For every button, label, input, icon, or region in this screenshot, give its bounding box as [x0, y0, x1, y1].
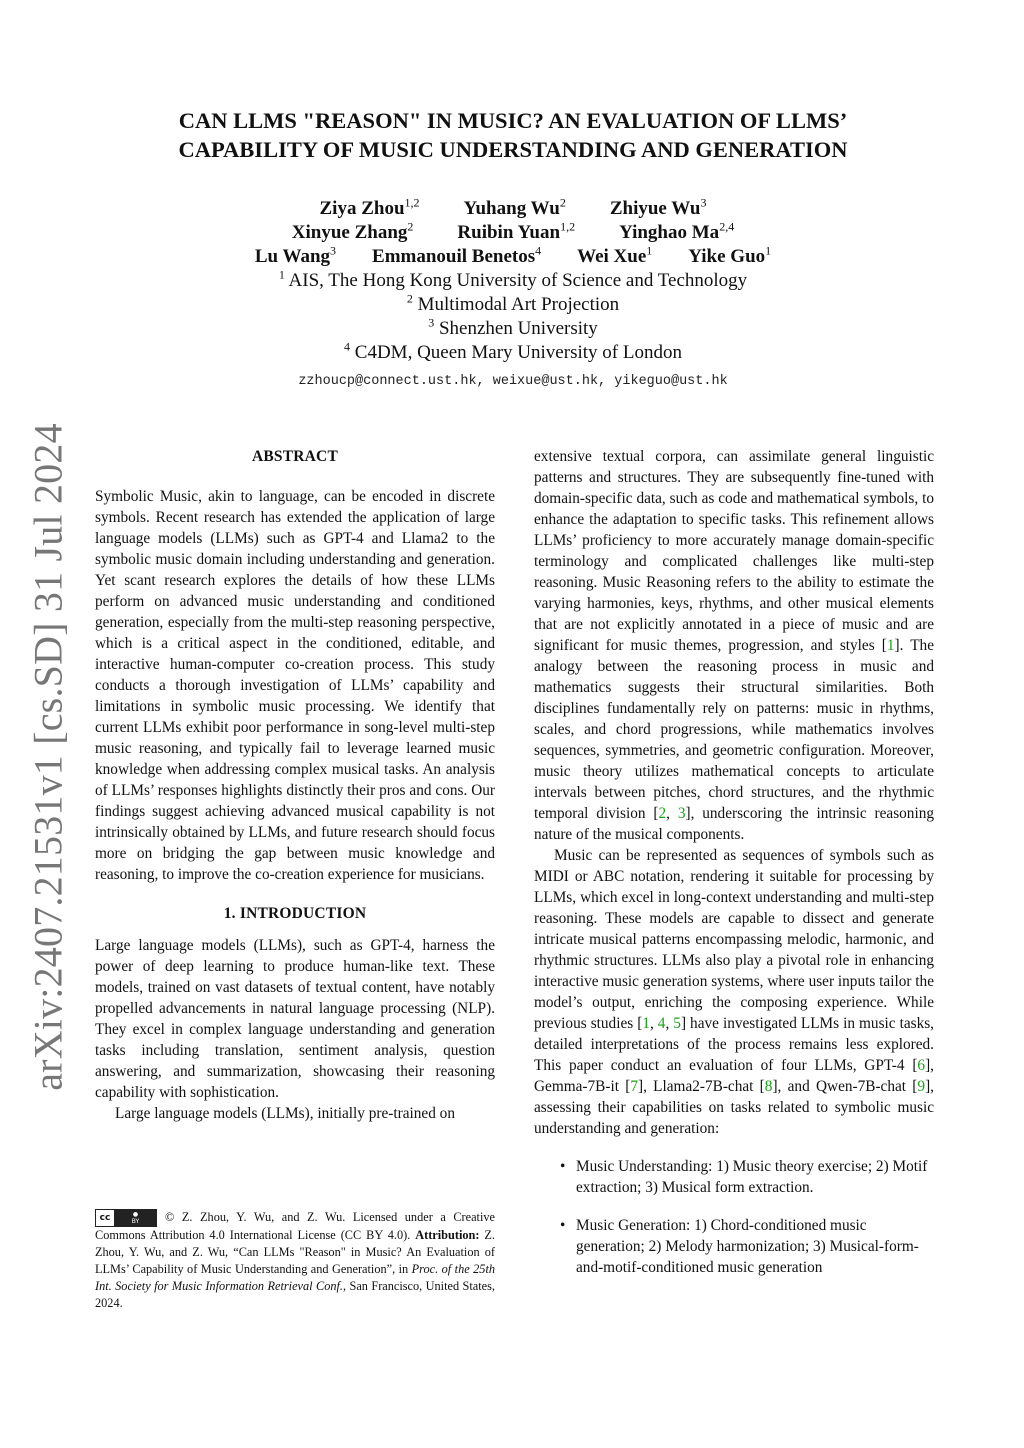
task-list: [534, 1156, 934, 1278]
citation-link[interactable]: 9: [917, 1078, 926, 1095]
citation-link[interactable]: 1: [886, 637, 895, 654]
abstract-heading: ABSTRACT: [251, 448, 338, 465]
attribution-label: Attribution:: [415, 1228, 480, 1243]
list-item: • Music Understanding: 1) Music theory exercise; 2) Motif extraction; 3) Musical form extraction.: [534, 1156, 934, 1198]
author-name: Zhiyue Wu$^3$: [609, 195, 707, 219]
person-icon: ●: [132, 1211, 139, 1219]
paper-title: [60, 106, 966, 164]
attribution-text: Z. Zhou, Y. Wu, and Z. Wu, “Can LLMs "Reason" in Music? An Evaluation of LLMs’ Capability of Music Understanding and Generation”, in: [95, 1228, 495, 1277]
by-icon: [115, 1210, 156, 1226]
affiliation: $^2$ Multimodal Art Projection: [406, 291, 620, 315]
author-block: [60, 197, 966, 394]
introduction-heading: 1. INTRODUCTION: [223, 905, 367, 922]
author-name: Wei Xue$^1$: [577, 243, 653, 267]
license-text: © Z. Zhou, Y. Wu, and Z. Wu. Licensed under a Creative Commons Attribution 4.0 International License (CC BY 4.0).: [95, 1210, 495, 1243]
intro-paragraph-4: Music can be represented as sequences of symbols such as MIDI or ABC notation, rendering it suitable for processing by LLMs, which excel in long-context understanding and multi-step reasoning. These models are capable to dissect and generate intricate musical patterns encompassing melodic, harmonic, and rhythmic structures. LLMs also play a pivotal role in enhancing interactive music generation systems, where user inputs tailor the model’s output, enriching the composing experience. While previous studies [1, 4, 5] have investigated LLMs in music tasks, detailed interpretations of the process remains less explored. This paper conduct an evaluation of four LLMs, GPT-4 [6], Gemma-7B-it [7], Llama2-7B-chat [8], and Qwen-7B-chat [9], assessing their capabilities on tasks related to symbolic music understanding and generation:: [534, 847, 934, 1137]
affiliation: $^4$ C4DM, Queen Mary University of London: [344, 339, 682, 363]
cc-by-license-icon: [95, 1209, 157, 1227]
author-name: Emmanouil Benetos$^4$: [372, 243, 542, 267]
citation-link[interactable]: 2: [658, 805, 667, 822]
author-row-3: [60, 245, 966, 269]
author-name: Yike Guo$^1$: [688, 243, 772, 267]
list-item: • Music Generation: 1) Chord-conditioned music generation; 2) Melody harmonization; 3) Musical-form-and-motif-conditioned music generation: [534, 1215, 934, 1278]
by-label: BY: [131, 1218, 140, 1226]
conference-location: San Francisco, United States, 2024.: [95, 1279, 495, 1311]
citation-link[interactable]: 3: [677, 805, 686, 822]
citation-link[interactable]: 1: [642, 1015, 650, 1032]
intro-paragraph-3: extensive textual corpora, can assimilate general linguistic patterns and structures. They are subsequently fine-tuned with domain-specific data, such as code and mathematical symbols, to enhance the adaptation to specific tasks. This refinement allows LLMs’ proficiency to more accurately manage domain-specific terminology and complicated challenges like multi-step reasoning. Music Reasoning refers to the ability to estimate the varying harmonies, keys, rhythms, and other musical elements that are not explicitly annotated in a piece of music and are significant for music themes, progression, and styles [1]. The analogy between the reasoning process in music and mathematics suggests their structural similarities. Both disciplines fundamentally rely on patterns: music in rhythms, scales, and chord progressions, while mathematics involves sequences, symmetries, and geometric configuration. Moreover, music theory utilizes mathematical concepts to articulate intervals between pitches, chord structures, and the rhythmic temporal division [2, 3], underscoring the intrinsic reasoning nature of the musical components.: [534, 448, 934, 843]
title-line-2: CAPABILITY OF MUSIC UNDERSTANDING AND GENERATION: [178, 137, 848, 162]
proceedings-name: Proc. of the 25th Int. Society for Music Information Retrieval Conf.,: [95, 1262, 496, 1294]
author-name: Ziya Zhou$^{1,2}$: [319, 195, 420, 219]
author-name: Yinghao Ma$^{2,4}$: [619, 219, 735, 243]
author-row-2: [60, 221, 966, 245]
intro-paragraph-2: Large language models (LLMs), initially pre-trained on: [115, 1105, 455, 1122]
title-line-1: CAN LLMS "REASON" IN MUSIC? AN EVALUATION OF LLMS’: [178, 108, 848, 133]
cc-icon: cc: [96, 1210, 115, 1226]
citation-link[interactable]: 5: [673, 1015, 681, 1032]
right-column: [534, 446, 934, 1295]
author-name: Lu Wang$^3$: [254, 243, 337, 267]
intro-paragraph-1: Large language models (LLMs), such as GPT-4, harness the power of deep learning to produce human-like text. These models, trained on vast datasets of textual content, have notably propelled advancements in natural language processing (NLP). They excel in complex language understanding and generation tasks including translation, sentiment analysis, question answering, and summarization, showcasing their reasoning capability with sophistication.: [95, 937, 495, 1101]
affiliation: $^3$ Shenzhen University: [428, 315, 598, 339]
left-column: [95, 446, 495, 1124]
author-name: Ruibin Yuan$^{1,2}$: [457, 219, 576, 243]
citation-link[interactable]: 4: [657, 1015, 666, 1032]
author-emails: zzhoucp@connect.ust.hk, weixue@ust.hk, yikeguo@ust.hk: [298, 374, 728, 389]
citation-link[interactable]: 8: [764, 1078, 773, 1095]
arxiv-identifier-text: arXiv:2407.21531v1 [cs.SD] 31 Jul 2024: [25, 423, 71, 1091]
affiliation: $^1$ AIS, The Hong Kong University of Science and Technology: [278, 267, 748, 291]
author-row-1: [60, 197, 966, 221]
author-name: Xinyue Zhang$^2$: [291, 219, 414, 243]
citation-link[interactable]: 7: [630, 1078, 638, 1095]
author-name: Yuhang Wu$^2$: [463, 195, 566, 219]
license-footnote: [95, 1209, 495, 1312]
abstract-text: Symbolic Music, akin to language, can be encoded in discrete symbols. Recent research has extended the application of large language models (LLMs) such as GPT-4 and Llama2 to the symbolic music domain including understanding and generation. Yet scant research explores the details of how these LLMs perform on advanced music understanding and conditioned generation, especially from the multi-step reasoning perspective, which is a critical aspect in the conditioned, editable, and interactive human-computer co-creation process. This study conducts a thorough investigation of LLMs’ capability and limitations in symbolic music processing. We identify that current LLMs exhibit poor performance in song-level multi-step music reasoning, and typically fail to leverage learned music knowledge when addressing complex musical tasks. An analysis of LLMs’ responses highlights distinctly their pros and cons. Our findings suggest achieving advanced musical capability is not intrinsically obtained by LLMs, and future research should focus more on bridging the gap between music knowledge and reasoning, to improve the co-creation experience for musicians.: [95, 488, 495, 883]
citation-link[interactable]: 6: [917, 1057, 926, 1074]
